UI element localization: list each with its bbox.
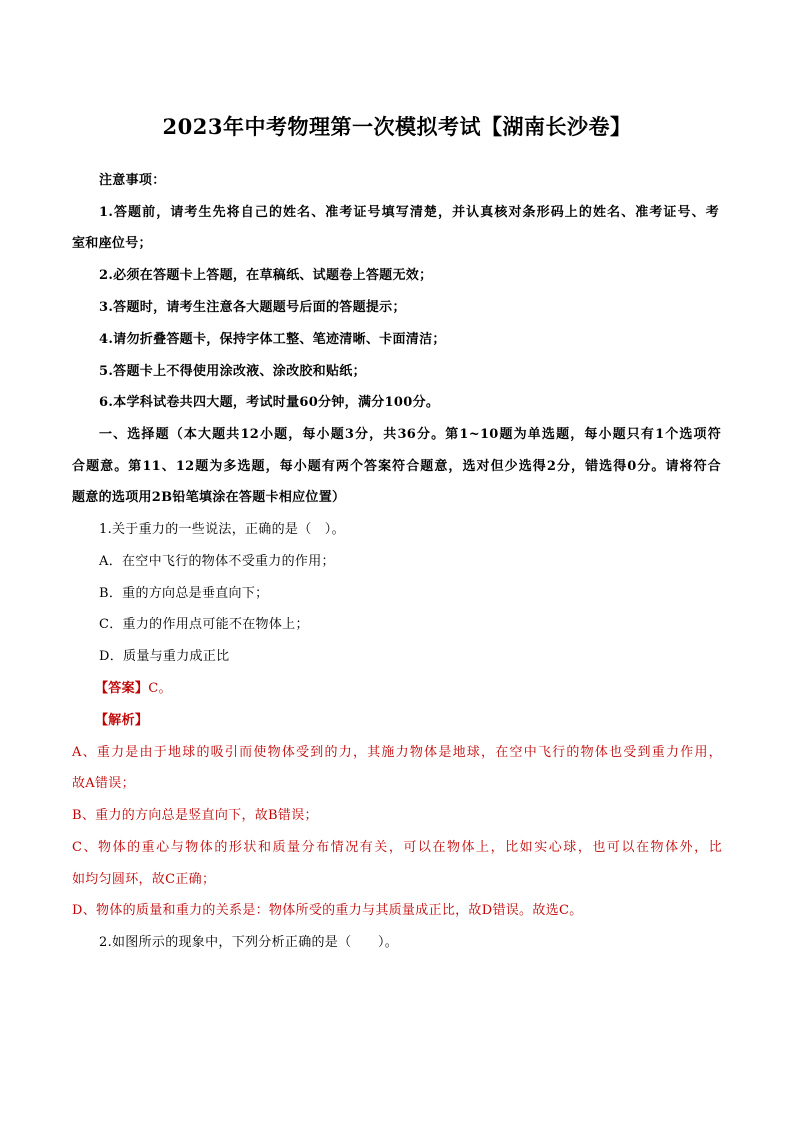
notice-item-1-line2: 室和座位号； — [72, 236, 152, 251]
section-1-line1: 一、选择题（本大题共12小题，每小题3分，共36分。第1~10题为单选题，每小题只有1个选项符 — [99, 427, 721, 442]
analysis-a-line1: A、重力是由于地球的吸引而使物体受到的力，其施力物体是地球，在空中飞行的物体也受到重力作用， — [72, 745, 722, 760]
question-1-answer — [95, 679, 172, 699]
section-1-line3: 题意的选项用2B铅笔填涂在答题卡相应位置） — [72, 490, 346, 505]
notice-item-2: 2.必须在答题卡上答题，在草稿纸、试题卷上答题无效； — [99, 268, 433, 283]
section-1-line2: 合题意。第11、12题为多选题，每小题有两个答案符合题意，选对但少选得2分，错选得0分。请将符合 — [72, 459, 721, 474]
analysis-c-line2: 如均匀圆环，故C正确； — [72, 872, 216, 887]
question-1-stem: 1.关于重力的一些说法，正确的是（ ）。 — [99, 522, 345, 537]
analysis-c-line1: C、物体的重心与物体的形状和质量分布情况有关，可以在物体上，比如实心球，也可以在物体外，比 — [72, 840, 722, 855]
page-title: 2023年中考物理第一次模拟考试【湖南长沙卷】 — [162, 114, 632, 139]
notice-item-4: 4.请勿折叠答题卡，保持字体工整、笔迹清晰、卡面清洁； — [99, 332, 446, 347]
question-1-option-b: B．重的方向总是垂直向下； — [99, 586, 269, 601]
answer-value: C。 — [148, 681, 172, 696]
question-1-option-d: D．质量与重力成正比 — [99, 649, 230, 664]
notice-heading: 注意事项： — [99, 173, 166, 188]
analysis-a-line2: 故A错误； — [72, 776, 135, 791]
analysis-label: 【解析】 — [95, 713, 149, 728]
answer-label: 【答案】 — [95, 681, 149, 696]
analysis-d: D、物体的质量和重力的关系是：物体所受的重力与其质量成正比，故D错误。故选C。 — [72, 903, 583, 918]
analysis-b: B、重力的方向总是竖直向下，故B错误； — [72, 808, 318, 823]
notice-item-3: 3.答题时，请考生注意各大题题号后面的答题提示； — [99, 300, 406, 315]
question-1-option-a: A．在空中飞行的物体不受重力的作用； — [99, 554, 335, 569]
notice-item-5: 5.答题卡上不得使用涂改液、涂改胶和贴纸； — [99, 364, 366, 379]
question-1-option-c: C．重力的作用点可能不在物体上； — [99, 617, 309, 632]
notice-item-6: 6.本学科试卷共四大题，考试时量60分钟，满分100分。 — [99, 395, 440, 410]
notice-item-1-line1: 1.答题前，请考生先将自己的姓名、准考证号填写清楚，并认真核对条形码上的姓名、准考证号、考 — [99, 205, 719, 220]
question-2-stem: 2.如图所示的现象中，下列分析正确的是（ ）。 — [99, 935, 399, 950]
